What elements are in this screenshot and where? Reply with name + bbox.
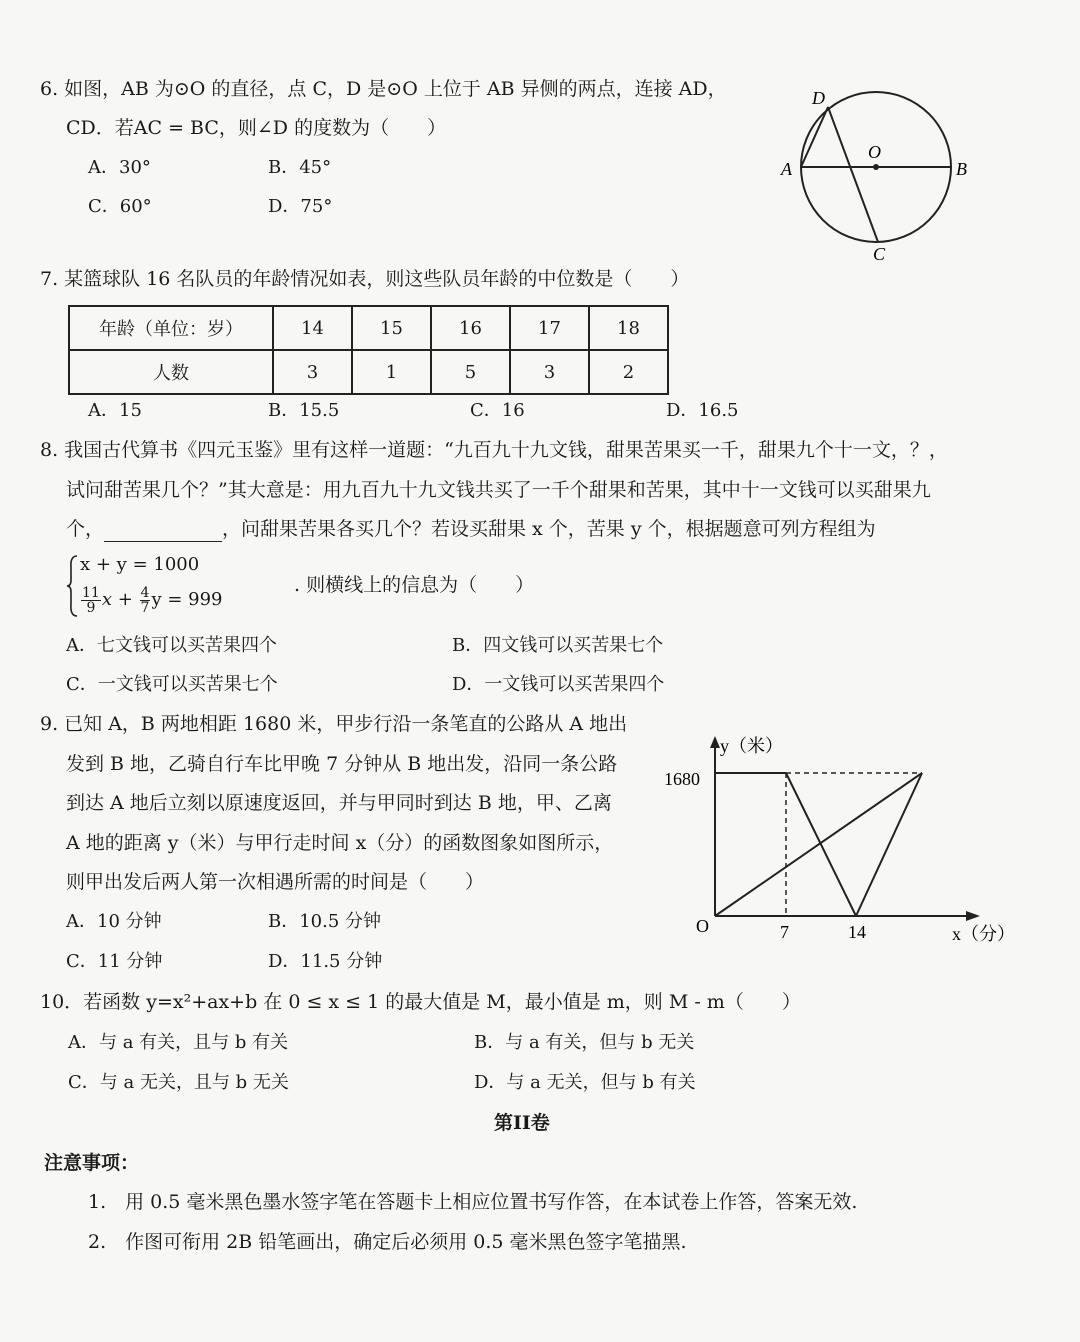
equation-2-tail: y = 999 [151, 589, 223, 610]
brace-icon [66, 554, 78, 618]
label-d: D [812, 88, 825, 108]
table-cell: 14 [273, 306, 352, 350]
table-cell: 1 [352, 350, 431, 394]
q6-option-a: A．30° [88, 157, 151, 178]
q10-option-a: A．与 a 有关，且与 b 有关 [68, 1032, 289, 1053]
table-cell: 18 [589, 306, 668, 350]
table-cell: 年龄（单位：岁） [69, 306, 273, 350]
table-cell: 3 [273, 350, 352, 394]
q9-option-a: A．10 分钟 [66, 911, 162, 932]
table-cell: 3 [510, 350, 589, 394]
q6-line1: 6. 如图，AB 为⊙O 的直径，点 C，D 是⊙O 上位于 AB 异侧的两点，连接 AD， [40, 78, 727, 100]
notice-item-1: 1. 用 0.5 毫米黑色墨水签字笔在答题卡上相应位置书写作答，在本试卷上作答，答案无效. [88, 1191, 858, 1213]
q7-option-b: B．15.5 [268, 400, 340, 421]
q8-option-b: B．四文钱可以买苦果七个 [452, 635, 664, 656]
q9-line4: A 地的距离 y（米）与甲行走时间 x（分）的函数图象如图所示， [66, 832, 614, 854]
table-cell: 15 [352, 306, 431, 350]
q10-option-b: B．与 a 有关，但与 b 无关 [474, 1032, 695, 1053]
label-c: C [873, 244, 886, 264]
q9-line1: 9. 已知 A，B 两地相距 1680 米，甲步行沿一条笔直的公路从 A 地出 [40, 713, 628, 735]
q8-option-a: A．七文钱可以买苦果四个 [66, 635, 277, 656]
q8-line1: 8. 我国古代算书《四元玉鉴》里有这样一道题：“九百九十九文钱，甜果苦果买一千，甜果九个十一文，？， [40, 439, 948, 461]
equation-1: x + y = 1000 [80, 554, 200, 575]
chord-ad [801, 107, 828, 167]
table-row [69, 350, 668, 394]
q6-line2: CD．若AC = BC，则∠D 的度数为（ ） [66, 117, 447, 139]
q7-option-c: C．16 [470, 400, 525, 421]
q6-option-d: D．75° [268, 196, 333, 217]
q8-line3 [66, 516, 876, 542]
graph-y-label: y（米） [720, 736, 783, 756]
q9-option-b: B．10.5 分钟 [268, 911, 382, 932]
line-jia [715, 773, 922, 916]
q8-after-equation: . 则横线上的信息为（ ） [294, 574, 535, 596]
graph-x-tick-7: 7 [780, 922, 789, 942]
q8-option-d: D．一文钱可以买苦果四个 [452, 674, 665, 695]
table-cell: 人数 [69, 350, 273, 394]
q8-option-c: C．一文钱可以买苦果七个 [66, 674, 278, 695]
circle-figure [770, 80, 990, 270]
label-b: B [956, 159, 967, 179]
answer-blank [104, 521, 222, 542]
y-axis-arrow-icon [710, 736, 720, 748]
table-row [69, 306, 668, 350]
age-table [68, 305, 669, 395]
equation-system [66, 552, 535, 622]
q6-option-c: C．60° [88, 196, 152, 217]
notice-item-2: 2. 作图可衔用 2B 铅笔画出，确定后必须用 0.5 毫米黑色签字笔描黑. [88, 1231, 687, 1253]
q9-line3: 到达 A 地后立刻以原速度返回，并与甲同时到达 B 地，甲、乙离 [66, 792, 612, 814]
equation-2: $\frac{11}{9}$ x + $\frac{4}{7}$ y = 999 [82, 584, 223, 616]
label-a: A [781, 159, 792, 179]
q7-option-a: A．15 [88, 400, 142, 421]
label-o: O [868, 142, 881, 162]
q7-stem: 7. 某篮球队 16 名队员的年龄情况如表，则这些队员年龄的中位数是（ ） [40, 268, 690, 290]
graph-x-label: x（分） [952, 924, 1015, 944]
line-yi-out [786, 773, 856, 916]
graph-y-tick-1680: 1680 [664, 769, 700, 789]
graph-origin-label: O [696, 916, 709, 936]
part2-title: 第II卷 [494, 1112, 550, 1134]
line-yi-back [856, 773, 922, 916]
notice-title: 注意事项： [44, 1152, 140, 1174]
q9-option-d: D．11.5 分钟 [268, 951, 383, 972]
q10-stem: 10．若函数 y=x²+ax+b 在 0 ≤ x ≤ 1 的最大值是 M，最小值是 m，则 M - m（ ） [40, 991, 801, 1013]
q10-option-d: D．与 a 无关，但与 b 有关 [474, 1072, 696, 1093]
q9-line5: 则甲出发后两人第一次相遇所需的时间是（ ） [66, 871, 485, 893]
table-cell: 16 [431, 306, 510, 350]
x-axis-arrow-icon [966, 911, 980, 921]
q6-option-b: B．45° [268, 157, 332, 178]
chord-cd [828, 107, 878, 242]
distance-time-graph [660, 730, 1030, 950]
q8-line2: 试问甜苦果几个？”其大意是：用九百九十九文钱共买了一千个甜果和苦果，其中十一文钱可以买甜果九 [66, 479, 931, 501]
center-point [873, 164, 879, 170]
q9-line2: 发到 B 地，乙骑自行车比甲晚 7 分钟从 B 地出发，沿同一条公路 [66, 753, 618, 775]
q8-line3-end: ，问甜果苦果各买几个？若设买甜果 x 个，苦果 y 个，根据题意可列方程组为 [222, 518, 876, 540]
q7-option-d: D．16.5 [666, 400, 739, 421]
table-cell: 17 [510, 306, 589, 350]
q9-option-c: C．11 分钟 [66, 951, 163, 972]
fraction-4-7: $\frac{4}{7}$ [140, 584, 150, 616]
q10-option-c: C．与 a 无关，且与 b 无关 [68, 1072, 289, 1093]
table-cell: 2 [589, 350, 668, 394]
fraction-11-9: $\frac{11}{9}$ [82, 584, 100, 616]
table-cell: 5 [431, 350, 510, 394]
q8-line3-start: 个， [66, 518, 105, 540]
graph-x-tick-14: 14 [848, 922, 866, 942]
